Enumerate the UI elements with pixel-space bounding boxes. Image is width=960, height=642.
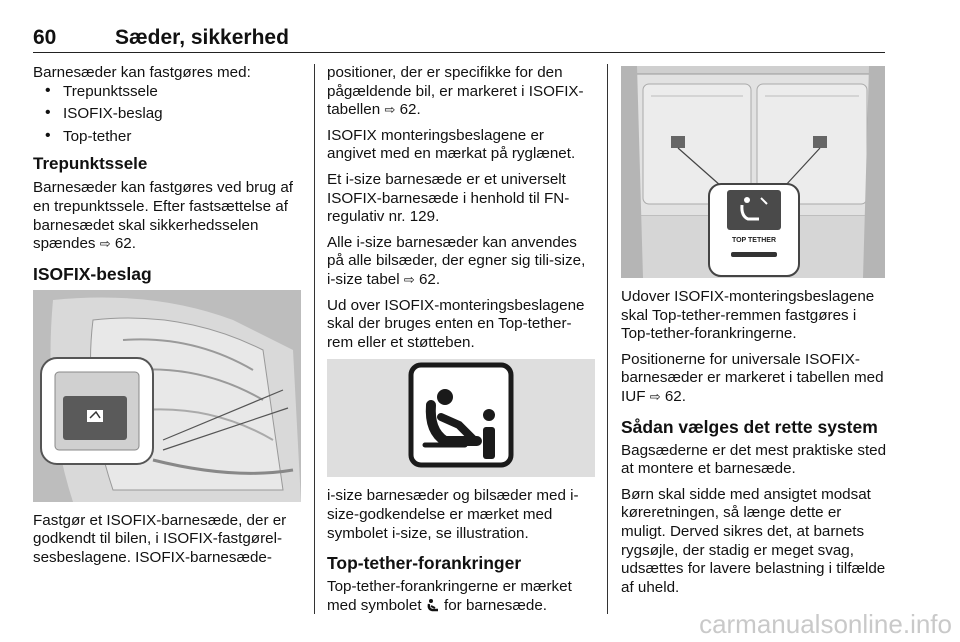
method-list <box>33 83 301 147</box>
isofix-label-paragraph: ISOFIX monteringsbeslagene er angivet med en mærkat på ryglænet. <box>327 126 576 163</box>
toptether-fasten-paragraph: Udover ISOFIX-monteringsbeslagene skal Top-tether-remmen fastgøres i Top-tether-forankringerne. <box>621 288 875 343</box>
watermark: carmanualsonline.info <box>699 609 952 639</box>
header-rule <box>33 52 885 53</box>
list-item: • ISOFIX-beslag <box>33 105 301 124</box>
isize-definition-paragraph: Et i-size barnesæde er et universelt ISOFIX-barnesæde i henhold til FN-regulativ nr. 129. <box>327 170 570 226</box>
page-ref-arrow-icon: ⇨ <box>99 236 111 252</box>
page-ref-arrow-icon: ⇨ <box>649 388 661 404</box>
top-tether-trunk-illustration <box>621 66 885 278</box>
rear-facing-paragraph: Børn skal sidde med ansigtet modsat køreretningen, så længe dette er muligt. Derved sikres det, at barnets rygsøjle, der stadig er meget svag, udsættes for lavere belastning i tilfælde af uheld. <box>621 485 886 596</box>
page-ref-link[interactable]: 62. <box>418 270 441 288</box>
heading-trepunktssele: Trepunktssele <box>33 154 148 174</box>
column-3 <box>621 64 889 604</box>
toptether-symbol-paragraph: Top-tether-forankringerne er mærket med symbolet for barnesæde. <box>327 578 572 614</box>
iuf-paragraph: Positionerne for universale ISOFIX-barnesæder er markeret i tabellen med IUF ⇨ 62. <box>621 350 884 405</box>
column-1 <box>33 64 301 575</box>
column-divider-1 <box>314 64 315 614</box>
column-2 <box>327 64 595 622</box>
isofix-paragraph: Fastgør et ISOFIX-barnesæde, der er godkendt til bilen, i ISOFIX-fastgørelsesbeslagene. ISOFIX-barnesæde- <box>33 511 287 566</box>
page-ref-arrow-icon: ⇨ <box>403 271 415 287</box>
heading-choose-system: Sådan vælges det rette system <box>621 416 878 437</box>
isofix-seat-illustration <box>33 290 301 502</box>
page-ref-link[interactable]: 62. <box>399 101 421 119</box>
heading-toptether: Top-tether-forankringer <box>327 553 522 574</box>
page-ref-link[interactable]: 62. <box>664 387 686 405</box>
page-ref-link[interactable]: 62. <box>114 235 136 253</box>
page-number: 60 <box>33 26 57 49</box>
intro-text: Barnesæder kan fastgøres med: <box>33 64 251 81</box>
page-title: Sæder, sikkerhed <box>115 26 289 49</box>
toptether-requirement-paragraph: Ud over ISOFIX-monteringsbeslagene skal der bruges enten en Top-tether-rem eller et støtteben. <box>327 296 585 351</box>
trepunkt-paragraph: Barnesæder kan fastgøres ved brug af en trepunktssele. Efter fastsættelse af barnesædet skal sikkerhedsselen spændes ⇨ 62. <box>33 179 294 253</box>
rear-seats-paragraph: Bagsæderne er det mest praktiske sted at montere et barnesæde. <box>621 441 887 478</box>
column-divider-2 <box>607 64 608 614</box>
child-seat-icon <box>426 598 440 612</box>
page-header <box>33 22 885 50</box>
isize-symbol-illustration <box>327 359 595 477</box>
page-ref-arrow-icon: ⇨ <box>384 102 396 118</box>
top-tether-label: TOP TETHER <box>731 237 777 244</box>
list-item: • Top-tether <box>33 128 301 147</box>
isize-symbol-paragraph: i-size barnesæder og bilsæder med i-size-godkendelse er mærket med symbolet i-size, se illustration. <box>327 487 579 542</box>
list-item: • Trepunktssele <box>33 83 301 102</box>
isize-usage-paragraph: Alle i-size barnesæder kan anvendes på alle bilsæder, der egner sig tili-size, i-size tabel ⇨ 62. <box>327 233 586 288</box>
heading-isofix: ISOFIX-beslag <box>33 263 152 284</box>
isofix-positions-paragraph: positioner, der er specifikke for den pågældende bil, er markeret i ISOFIX-tabellen ⇨ 62. <box>327 64 584 119</box>
